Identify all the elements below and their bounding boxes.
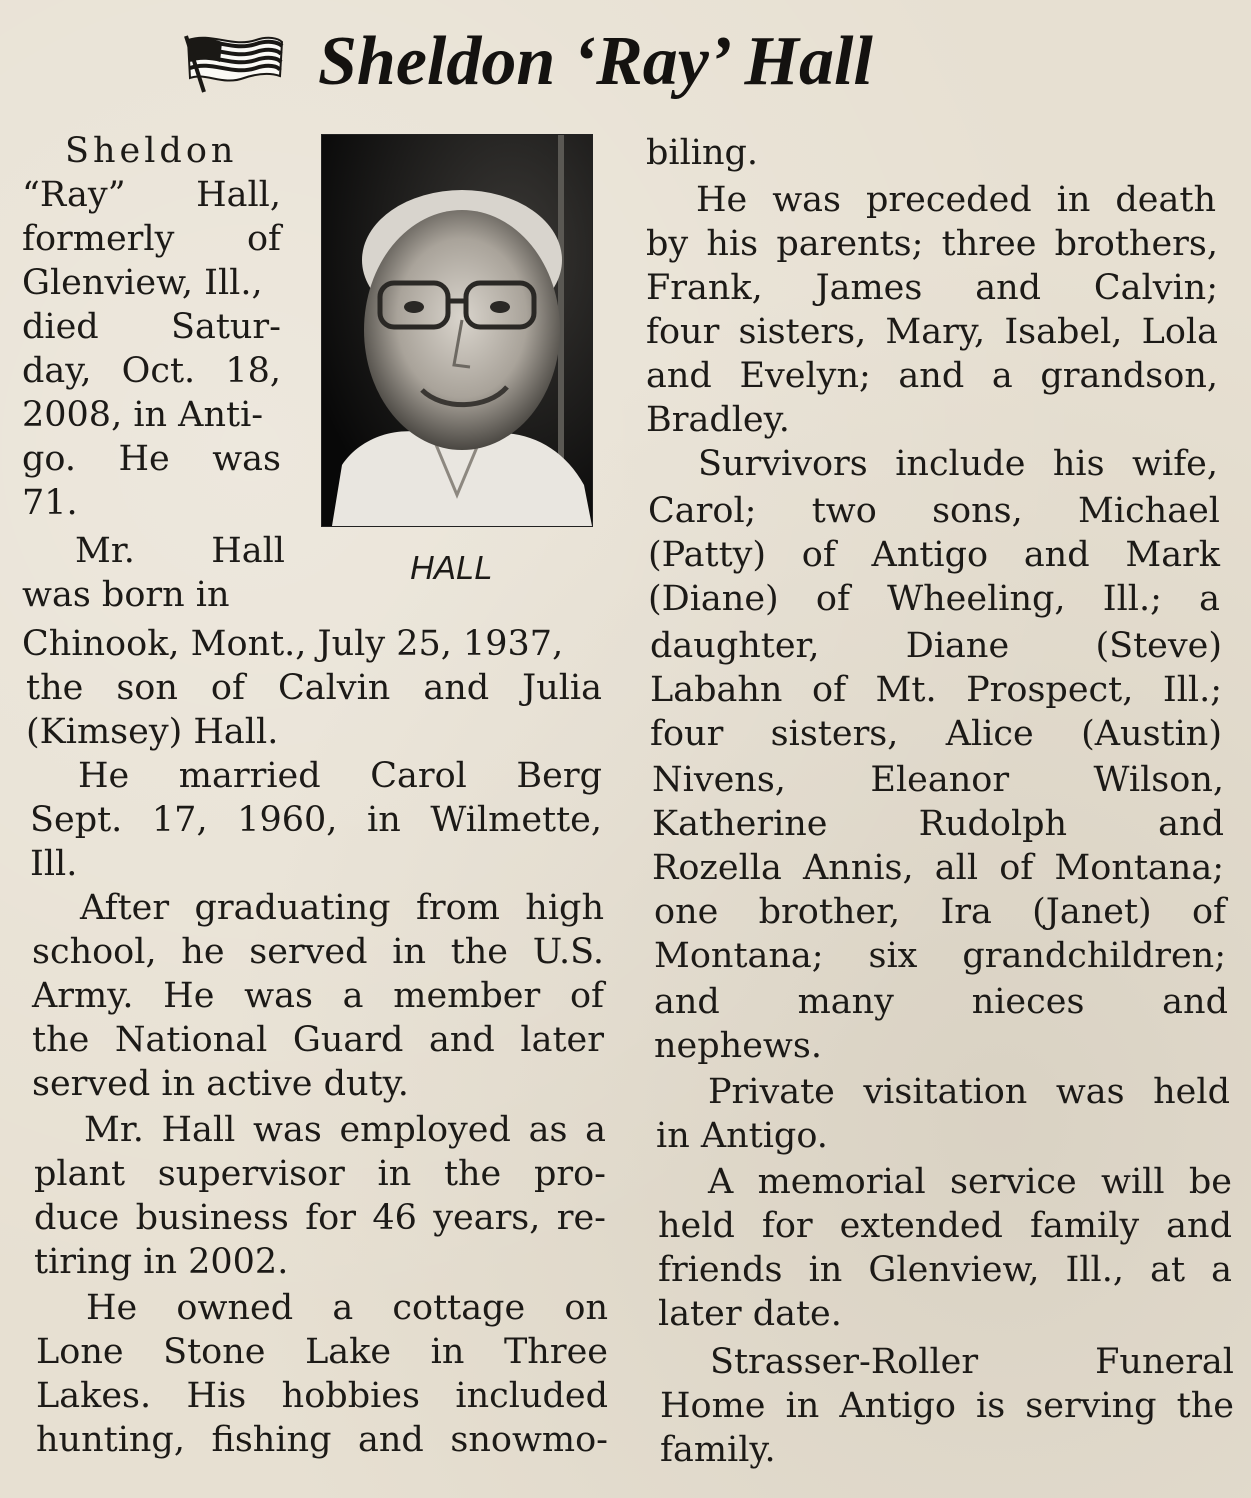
- article-line: (Diane) of Wheeling, Ill.; a: [648, 579, 1220, 619]
- article-line: day, Oct. 18,: [22, 351, 281, 391]
- article-line: Mr. Hall: [75, 531, 285, 571]
- article-line: duce business for 46 years, re-: [34, 1198, 606, 1238]
- portrait-image: [322, 135, 592, 526]
- article-line: served in active duty.: [32, 1064, 409, 1104]
- portrait-photo: [321, 134, 593, 527]
- article-line: Labahn of Mt. Prospect, Ill.;: [650, 670, 1222, 710]
- obituary-title: Sheldon ‘Ray’ Hall: [318, 23, 873, 100]
- article-line: the National Guard and later: [32, 1020, 604, 1060]
- article-line: later date.: [658, 1294, 842, 1334]
- article-line: (Kimsey) Hall.: [26, 712, 279, 752]
- article-line: biling.: [646, 133, 759, 173]
- article-line: He was preceded in death: [696, 180, 1216, 220]
- article-line: the son of Calvin and Julia: [26, 668, 602, 708]
- article-line: 2008, in Anti-: [22, 395, 264, 435]
- article-line: daughter, Diane (Steve): [650, 626, 1222, 666]
- article-line: school, he served in the U.S.: [32, 932, 604, 972]
- article-line: Sept. 17, 1960, in Wilmette,: [30, 800, 602, 840]
- article-line: hunting, fishing and snowmo-: [36, 1420, 608, 1460]
- american-flag-icon: [182, 32, 286, 94]
- article-line: He owned a cottage on: [86, 1288, 608, 1328]
- article-line: After graduating from high: [80, 888, 604, 928]
- headline: [0, 14, 1251, 104]
- article-line: go. He was: [22, 439, 281, 479]
- article-line: Private visitation was held: [708, 1072, 1230, 1112]
- article-line: A memorial service will be: [708, 1162, 1232, 1202]
- article-line: and Evelyn; and a grandson,: [646, 356, 1218, 396]
- article-line: friends in Glenview, Ill., at a: [658, 1250, 1232, 1290]
- photo-caption: HALL: [410, 549, 493, 586]
- article-line: Chinook, Mont., July 25, 1937,: [22, 624, 564, 664]
- article-line: Sheldon: [65, 131, 238, 171]
- article-line: family.: [660, 1430, 776, 1470]
- article-line: was born in: [22, 575, 230, 615]
- article-line: Strasser-Roller Funeral: [710, 1342, 1234, 1382]
- article-line: in Antigo.: [656, 1116, 828, 1156]
- article-line: Montana; six grandchildren;: [654, 936, 1226, 976]
- article-line: Frank, James and Calvin;: [646, 268, 1218, 308]
- article-line: Army. He was a member of: [32, 976, 604, 1016]
- article-line: 71.: [22, 483, 78, 523]
- article-line: Glenview, Ill.,: [22, 263, 263, 303]
- article-line: four sisters, Mary, Isabel, Lola: [646, 312, 1218, 352]
- article-line: Bradley.: [646, 400, 790, 440]
- article-line: Nivens, Eleanor Wilson,: [652, 760, 1224, 800]
- article-line: Survivors include his wife,: [698, 444, 1218, 484]
- article-line: one brother, Ira (Janet) of: [654, 892, 1226, 932]
- article-line: died Satur-: [22, 307, 281, 347]
- article-line: Carol; two sons, Michael: [648, 491, 1220, 531]
- article-line: Home in Antigo is serving the: [660, 1386, 1234, 1426]
- article-line: Katherine Rudolph and: [652, 804, 1224, 844]
- article-line: “Ray” Hall,: [22, 175, 281, 215]
- article-line: held for extended family and: [658, 1206, 1232, 1246]
- article-line: (Patty) of Antigo and Mark: [648, 535, 1220, 575]
- article-line: nephews.: [654, 1026, 822, 1066]
- article-line: Rozella Annis, all of Montana;: [652, 848, 1224, 888]
- article-line: Lakes. His hobbies included: [36, 1376, 608, 1416]
- article-line: formerly of: [22, 219, 281, 259]
- article-line: by his parents; three brothers,: [646, 224, 1218, 264]
- article-line: tiring in 2002.: [34, 1242, 289, 1282]
- article-line: plant supervisor in the pro-: [34, 1154, 606, 1194]
- article-line: Mr. Hall was employed as a: [84, 1110, 606, 1150]
- article-line: four sisters, Alice (Austin): [650, 714, 1222, 754]
- article-line: Lone Stone Lake in Three: [36, 1332, 608, 1372]
- article-line: Ill.: [30, 844, 78, 884]
- article-line: He married Carol Berg: [78, 756, 602, 796]
- article-line: and many nieces and: [654, 982, 1228, 1022]
